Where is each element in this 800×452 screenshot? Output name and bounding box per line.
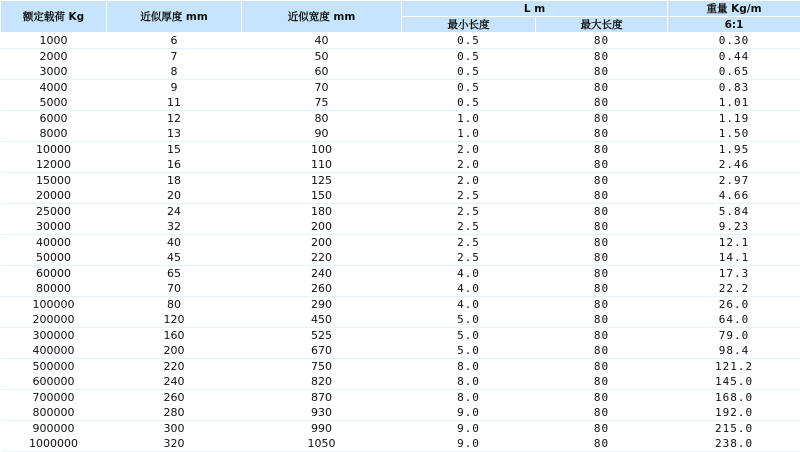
cell-max-length: 80 bbox=[536, 281, 668, 297]
cell-min-length: 9.0 bbox=[402, 436, 536, 452]
table-row bbox=[1, 297, 800, 313]
cell-load: 600000 bbox=[1, 374, 107, 390]
cell-weight: 121.2 bbox=[668, 359, 800, 375]
cell-weight: 215.0 bbox=[668, 421, 800, 437]
cell-thickness: 15 bbox=[107, 142, 242, 158]
cell-weight: 12.1 bbox=[668, 235, 800, 251]
cell-min-length: 2.0 bbox=[402, 173, 536, 189]
table-row bbox=[1, 80, 800, 96]
table-row bbox=[1, 405, 800, 421]
cell-load: 30000 bbox=[1, 219, 107, 235]
cell-width: 240 bbox=[242, 266, 402, 282]
cell-thickness: 12 bbox=[107, 111, 242, 127]
cell-max-length: 80 bbox=[536, 359, 668, 375]
cell-load: 3000 bbox=[1, 64, 107, 80]
table-row bbox=[1, 281, 800, 297]
cell-weight: 64.0 bbox=[668, 312, 800, 328]
cell-min-length: 9.0 bbox=[402, 405, 536, 421]
table-row bbox=[1, 250, 800, 266]
cell-width: 990 bbox=[242, 421, 402, 437]
table-row bbox=[1, 312, 800, 328]
cell-max-length: 80 bbox=[536, 204, 668, 220]
cell-max-length: 80 bbox=[536, 157, 668, 173]
cell-weight: 1.01 bbox=[668, 95, 800, 111]
table-row bbox=[1, 33, 800, 49]
cell-width: 80 bbox=[242, 111, 402, 127]
cell-weight: 168.0 bbox=[668, 390, 800, 406]
cell-width: 90 bbox=[242, 126, 402, 142]
cell-max-length: 80 bbox=[536, 95, 668, 111]
cell-width: 50 bbox=[242, 49, 402, 65]
table-row bbox=[1, 266, 800, 282]
cell-thickness: 40 bbox=[107, 235, 242, 251]
cell-min-length: 5.0 bbox=[402, 343, 536, 359]
cell-weight: 2.46 bbox=[668, 157, 800, 173]
header-width: 近似宽度 mm bbox=[242, 1, 402, 33]
cell-max-length: 80 bbox=[536, 421, 668, 437]
cell-weight: 22.2 bbox=[668, 281, 800, 297]
cell-weight: 1.50 bbox=[668, 126, 800, 142]
table-row bbox=[1, 436, 800, 452]
cell-width: 1050 bbox=[242, 436, 402, 452]
table-row bbox=[1, 235, 800, 251]
cell-load: 700000 bbox=[1, 390, 107, 406]
cell-width: 750 bbox=[242, 359, 402, 375]
cell-width: 930 bbox=[242, 405, 402, 421]
header-load: 额定载荷 Kg bbox=[1, 1, 107, 33]
table-row bbox=[1, 173, 800, 189]
cell-width: 820 bbox=[242, 374, 402, 390]
cell-min-length: 8.0 bbox=[402, 390, 536, 406]
cell-min-length: 2.5 bbox=[402, 188, 536, 204]
cell-thickness: 24 bbox=[107, 204, 242, 220]
cell-width: 220 bbox=[242, 250, 402, 266]
table-header bbox=[1, 1, 800, 33]
cell-load: 1000 bbox=[1, 33, 107, 49]
cell-min-length: 8.0 bbox=[402, 374, 536, 390]
header-thickness: 近似厚度 mm bbox=[107, 1, 242, 33]
cell-width: 70 bbox=[242, 80, 402, 96]
cell-min-length: 1.0 bbox=[402, 111, 536, 127]
cell-min-length: 2.5 bbox=[402, 204, 536, 220]
cell-thickness: 260 bbox=[107, 390, 242, 406]
table-row bbox=[1, 64, 800, 80]
table-row bbox=[1, 359, 800, 375]
cell-thickness: 11 bbox=[107, 95, 242, 111]
cell-max-length: 80 bbox=[536, 188, 668, 204]
cell-width: 180 bbox=[242, 204, 402, 220]
cell-max-length: 80 bbox=[536, 436, 668, 452]
cell-max-length: 80 bbox=[536, 312, 668, 328]
cell-width: 450 bbox=[242, 312, 402, 328]
cell-width: 870 bbox=[242, 390, 402, 406]
cell-thickness: 80 bbox=[107, 297, 242, 313]
cell-max-length: 80 bbox=[536, 297, 668, 313]
cell-thickness: 6 bbox=[107, 33, 242, 49]
cell-min-length: 9.0 bbox=[402, 421, 536, 437]
cell-load: 4000 bbox=[1, 80, 107, 96]
cell-thickness: 8 bbox=[107, 64, 242, 80]
cell-load: 8000 bbox=[1, 126, 107, 142]
table-row bbox=[1, 111, 800, 127]
cell-min-length: 2.0 bbox=[402, 142, 536, 158]
cell-load: 200000 bbox=[1, 312, 107, 328]
cell-weight: 0.83 bbox=[668, 80, 800, 96]
cell-load: 5000 bbox=[1, 95, 107, 111]
cell-load: 2000 bbox=[1, 49, 107, 65]
cell-weight: 0.30 bbox=[668, 33, 800, 49]
cell-thickness: 18 bbox=[107, 173, 242, 189]
cell-thickness: 32 bbox=[107, 219, 242, 235]
cell-width: 200 bbox=[242, 235, 402, 251]
cell-thickness: 13 bbox=[107, 126, 242, 142]
cell-weight: 4.66 bbox=[668, 188, 800, 204]
table-row bbox=[1, 390, 800, 406]
cell-thickness: 9 bbox=[107, 80, 242, 96]
cell-thickness: 120 bbox=[107, 312, 242, 328]
cell-load: 100000 bbox=[1, 297, 107, 313]
cell-thickness: 280 bbox=[107, 405, 242, 421]
cell-load: 15000 bbox=[1, 173, 107, 189]
cell-max-length: 80 bbox=[536, 80, 668, 96]
cell-min-length: 4.0 bbox=[402, 281, 536, 297]
cell-width: 75 bbox=[242, 95, 402, 111]
cell-load: 25000 bbox=[1, 204, 107, 220]
table-body bbox=[1, 33, 800, 452]
cell-max-length: 80 bbox=[536, 64, 668, 80]
header-weight-ratio: 6:1 bbox=[668, 17, 800, 33]
cell-max-length: 80 bbox=[536, 390, 668, 406]
cell-thickness: 160 bbox=[107, 328, 242, 344]
cell-load: 300000 bbox=[1, 328, 107, 344]
cell-min-length: 4.0 bbox=[402, 297, 536, 313]
cell-width: 110 bbox=[242, 157, 402, 173]
cell-min-length: 0.5 bbox=[402, 95, 536, 111]
cell-load: 50000 bbox=[1, 250, 107, 266]
cell-load: 1000000 bbox=[1, 436, 107, 452]
cell-weight: 26.0 bbox=[668, 297, 800, 313]
cell-max-length: 80 bbox=[536, 374, 668, 390]
cell-max-length: 80 bbox=[536, 250, 668, 266]
cell-weight: 238.0 bbox=[668, 436, 800, 452]
cell-load: 800000 bbox=[1, 405, 107, 421]
cell-min-length: 5.0 bbox=[402, 328, 536, 344]
cell-load: 900000 bbox=[1, 421, 107, 437]
cell-max-length: 80 bbox=[536, 219, 668, 235]
cell-weight: 5.84 bbox=[668, 204, 800, 220]
cell-width: 40 bbox=[242, 33, 402, 49]
header-weight: 重量 Kg/m bbox=[668, 1, 800, 17]
cell-thickness: 20 bbox=[107, 188, 242, 204]
cell-weight: 14.1 bbox=[668, 250, 800, 266]
table-row bbox=[1, 49, 800, 65]
cell-weight: 98.4 bbox=[668, 343, 800, 359]
cell-max-length: 80 bbox=[536, 111, 668, 127]
cell-load: 10000 bbox=[1, 142, 107, 158]
cell-thickness: 65 bbox=[107, 266, 242, 282]
cell-thickness: 320 bbox=[107, 436, 242, 452]
cell-max-length: 80 bbox=[536, 328, 668, 344]
cell-thickness: 240 bbox=[107, 374, 242, 390]
cell-min-length: 4.0 bbox=[402, 266, 536, 282]
table-row bbox=[1, 421, 800, 437]
cell-max-length: 80 bbox=[536, 266, 668, 282]
cell-weight: 9.23 bbox=[668, 219, 800, 235]
header-max-length: 最大长度 bbox=[536, 17, 668, 33]
cell-load: 500000 bbox=[1, 359, 107, 375]
cell-load: 12000 bbox=[1, 157, 107, 173]
cell-min-length: 0.5 bbox=[402, 80, 536, 96]
cell-max-length: 80 bbox=[536, 33, 668, 49]
cell-weight: 0.65 bbox=[668, 64, 800, 80]
cell-weight: 2.97 bbox=[668, 173, 800, 189]
cell-min-length: 1.0 bbox=[402, 126, 536, 142]
cell-max-length: 80 bbox=[536, 126, 668, 142]
cell-thickness: 200 bbox=[107, 343, 242, 359]
cell-min-length: 2.0 bbox=[402, 157, 536, 173]
cell-max-length: 80 bbox=[536, 173, 668, 189]
cell-thickness: 220 bbox=[107, 359, 242, 375]
cell-weight: 1.95 bbox=[668, 142, 800, 158]
cell-weight: 145.0 bbox=[668, 374, 800, 390]
cell-min-length: 8.0 bbox=[402, 359, 536, 375]
cell-min-length: 2.5 bbox=[402, 219, 536, 235]
cell-weight: 1.19 bbox=[668, 111, 800, 127]
cell-weight: 79.0 bbox=[668, 328, 800, 344]
header-length-group: L m bbox=[402, 1, 668, 17]
cell-thickness: 300 bbox=[107, 421, 242, 437]
table-row bbox=[1, 157, 800, 173]
cell-max-length: 80 bbox=[536, 49, 668, 65]
cell-width: 150 bbox=[242, 188, 402, 204]
table-row bbox=[1, 95, 800, 111]
cell-weight: 192.0 bbox=[668, 405, 800, 421]
table-row bbox=[1, 343, 800, 359]
cell-thickness: 16 bbox=[107, 157, 242, 173]
cell-width: 670 bbox=[242, 343, 402, 359]
cell-weight: 17.3 bbox=[668, 266, 800, 282]
table-row bbox=[1, 188, 800, 204]
cell-load: 400000 bbox=[1, 343, 107, 359]
cell-width: 200 bbox=[242, 219, 402, 235]
cell-thickness: 70 bbox=[107, 281, 242, 297]
cell-width: 60 bbox=[242, 64, 402, 80]
header-min-length: 最小长度 bbox=[402, 17, 536, 33]
cell-load: 6000 bbox=[1, 111, 107, 127]
cell-min-length: 5.0 bbox=[402, 312, 536, 328]
cell-load: 80000 bbox=[1, 281, 107, 297]
cell-width: 125 bbox=[242, 173, 402, 189]
cell-width: 260 bbox=[242, 281, 402, 297]
table-row bbox=[1, 204, 800, 220]
cell-min-length: 0.5 bbox=[402, 49, 536, 65]
cell-width: 100 bbox=[242, 142, 402, 158]
cell-weight: 0.44 bbox=[668, 49, 800, 65]
cell-width: 525 bbox=[242, 328, 402, 344]
cell-load: 20000 bbox=[1, 188, 107, 204]
cell-max-length: 80 bbox=[536, 343, 668, 359]
table-row bbox=[1, 328, 800, 344]
cell-load: 40000 bbox=[1, 235, 107, 251]
cell-min-length: 2.5 bbox=[402, 235, 536, 251]
cell-thickness: 7 bbox=[107, 49, 242, 65]
cell-max-length: 80 bbox=[536, 142, 668, 158]
cell-min-length: 0.5 bbox=[402, 33, 536, 49]
table-row bbox=[1, 142, 800, 158]
cell-min-length: 2.5 bbox=[402, 250, 536, 266]
cell-max-length: 80 bbox=[536, 235, 668, 251]
table-row bbox=[1, 219, 800, 235]
table-row bbox=[1, 374, 800, 390]
table-row bbox=[1, 126, 800, 142]
cell-width: 290 bbox=[242, 297, 402, 313]
cell-max-length: 80 bbox=[536, 405, 668, 421]
cell-min-length: 0.5 bbox=[402, 64, 536, 80]
cell-load: 60000 bbox=[1, 266, 107, 282]
cell-thickness: 45 bbox=[107, 250, 242, 266]
